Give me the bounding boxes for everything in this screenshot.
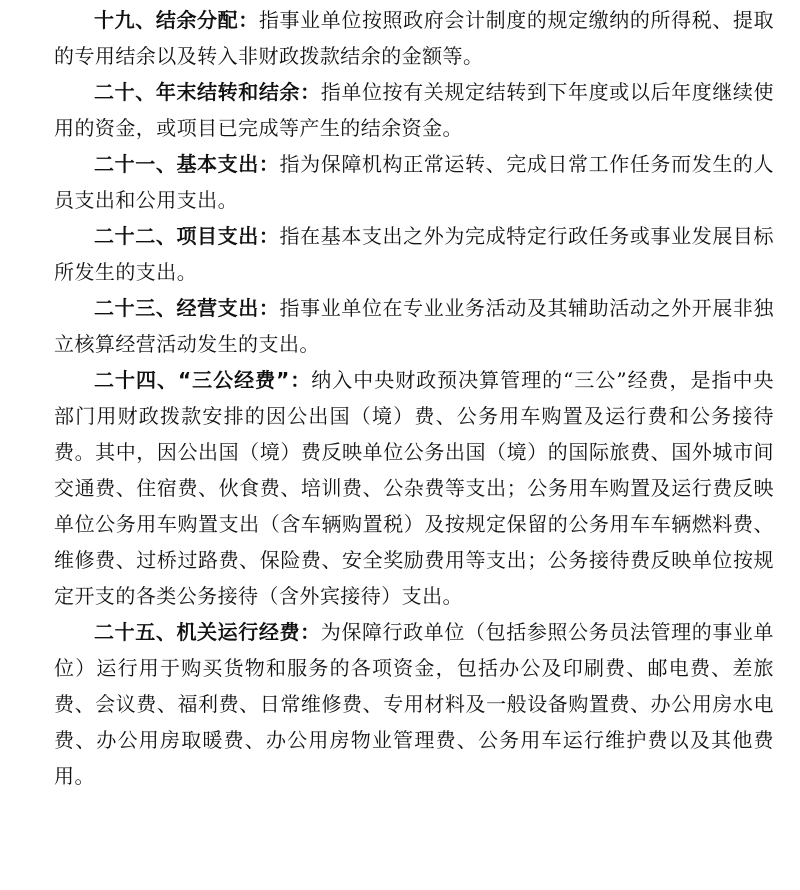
definition-text: 为保障行政单位（包括参照公务员法管理的事业单位）运行用于购买货物和服务的各项资金，包括办公及印刷费、邮电费、差旅费、会议费、福利费、日常维修费、专用材料及一般设备购置费、办公用房水电费、办公用房取暖费、办公用房物业管理费、公务用车运行维护费以及其他费用。 [54,620,774,788]
term-heading: 二十一、基本支出： [94,152,280,176]
definition-text: 纳入中央财政预决算管理的“三公”经费，是指中央部门用财政拨款安排的因公出国（境）费、公务用车购置及运行费和公务接待费。其中，因公出国（境）费反映单位公务出国（境）的国际旅费、国外城市间交通费、住宿费、伙食费、培训费、公杂费等支出；公务用车购置及运行费反映单位公务用车购置支出（含车辆购置税）及按规定保留的公务用车车辆燃料费、维修费、过桥过路费、保险费、安全奖励费用等支出；公务接待费反映单位按规定开支的各类公务接待（含外宾接待）支出。 [54,368,774,608]
definition-paragraph-20 [54,74,774,146]
definition-paragraph-19 [54,2,774,74]
term-heading: 二十、年末结转和结余： [94,80,321,104]
term-heading: 二十二、项目支出： [94,224,280,248]
term-heading: 二十五、机关运行经费： [94,620,321,644]
term-heading: 二十三、经营支出： [94,296,280,320]
definition-paragraph-22 [54,218,774,290]
definition-text: 指事业单位在专业业务活动及其辅助活动之外开展非独立核算经营活动发生的支出。 [54,296,774,356]
document-page [54,2,774,794]
definition-text: 指事业单位按照政府会计制度的规定缴纳的所得税、提取的专用结余以及转入非财政拨款结余的金额等。 [54,8,774,68]
term-heading: 二十四、“三公经费”： [94,368,312,392]
definition-text: 指在基本支出之外为完成特定行政任务或事业发展目标所发生的支出。 [54,224,774,284]
term-heading: 十九、结余分配： [94,8,259,32]
definition-text: 指为保障机构正常运转、完成日常工作任务而发生的人员支出和公用支出。 [54,152,774,212]
definition-paragraph-21 [54,146,774,218]
definition-paragraph-24 [54,362,774,614]
definition-paragraph-23 [54,290,774,362]
definition-paragraph-25 [54,614,774,794]
definition-text: 指单位按有关规定结转到下年度或以后年度继续使用的资金，或项目已完成等产生的结余资金。 [54,80,774,140]
